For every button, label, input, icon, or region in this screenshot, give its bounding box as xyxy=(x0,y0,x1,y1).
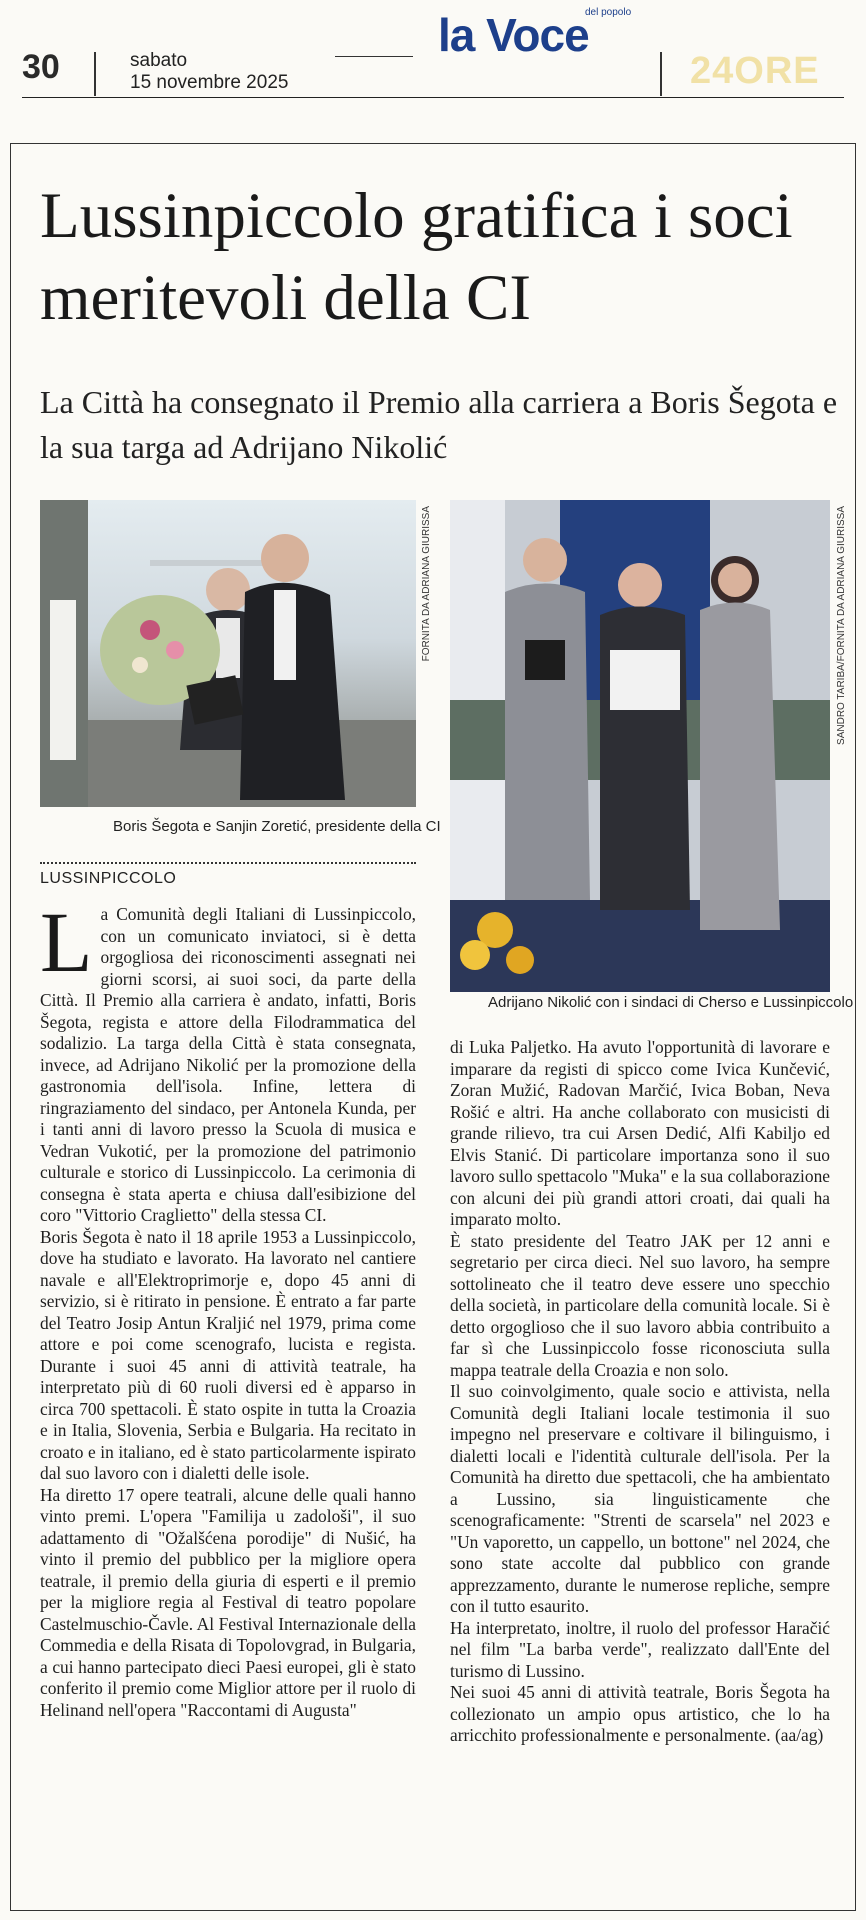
photo-credit-2: SANDRO TARIBA/FORNITA DA ADRIANA GIURISSA xyxy=(836,506,847,745)
photo-award-boris xyxy=(40,500,416,807)
article-kicker: LUSSINPICCOLO xyxy=(40,870,177,887)
body-paragraph: Ha diretto 17 opere teatrali, alcune delle quali hanno vinto premi. L'opera "Familija u zadološi", il suo adattamento di "Ožalšćena porodije" di Nušić, ha vinto il premio del pubblico per la migliore opera teatrale, il premio della giuria di esperti e il premio per la migliore regia al Festival di teatro popolare Castelmuschio-Čavle. Al Festival Internazionale della Commedia e della Risata di Topolovgrad, in Bulgaria, a cui hanno partecipato dieci Paesi europei, gli è stato conferito il premio come Miglior attore per il ruolo di Helinand nell'opera "Raccontami di Augusta" xyxy=(40,1484,416,1720)
page-header xyxy=(0,0,866,100)
photo-caption-2: Adrijano Nikolić con i sindaci di Cherso e Lussinpiccolo xyxy=(488,994,854,1011)
photo-caption-1: Boris Šegota e Sanjin Zoretić, presidente della CI xyxy=(113,818,441,835)
body-paragraph: Il suo coinvolgimento, quale socio e attivista, nella Comunità degli Italiani locale testimonia il suo impegno nel preservare e coltivare il bilinguismo, i dialetti locali e l'identità culturale dell'isola. Per la Comunità ha diretto due spettacoli, che ha ambientato a Lussino, sia linguisticamente che scenograficamente: "Strenti de scarsela" nel 2023 e "Un vaporetto, un cappello, un bottone" nel 2024, che sono state accolte dal pubblico con grande apprezzamento, durante le numerose repliche, sempre con il tutto esaurito. xyxy=(450,1381,830,1616)
body-paragraph: Boris Šegota è nato il 18 aprile 1953 a Lussinpiccolo, dove ha studiato e lavorato. Ha lavorato nel cantiere navale e all'Elektroprimorje e, dopo 45 anni di servizio, si è ritirato in pensione. È entrato a far parte del Teatro Josip Antun Kraljić nel 1979, prima come attore e poi come scenografo, lucista e regista. Durante i suoi 45 anni di attività teatrale, ha interpretato più di 60 ruoli diversi ed è apparso in circa 700 spettacoli. È stato ospite in tutta la Croazia e in Italia, Slovenia, Serbia e Bulgaria. Ha recitato in croato e in italiano, ed è stato particolarmente ispirato dal suo lavoro con i dialetti delle isole. xyxy=(40,1226,416,1483)
issue-date: 15 novembre 2025 xyxy=(130,72,289,93)
kicker-divider xyxy=(40,862,416,864)
subheadline: La Città ha consegnato il Premio alla carriera a Boris Šegota e la sua targa ad Adrijano Nikolić xyxy=(40,384,838,465)
photo-award-adrijano-illustration xyxy=(450,500,830,992)
header-divider-right xyxy=(660,52,662,96)
article-column-2 xyxy=(450,1037,830,1747)
header-rule-short xyxy=(335,56,413,57)
newspaper-logo-sub: del popolo xyxy=(585,7,632,18)
body-paragraph: Ha interpretato, inoltre, il ruolo del professor Haračić nel film "La barba verde", realizzato dall'Ente del turismo di Lussino. xyxy=(450,1617,830,1681)
body-paragraph: Nei suoi 45 anni di attività teatrale, Boris Šegota ha collezionato un ampio opus artistico, che lo ha arricchito professionalmente e personalmente. (aa/ag) xyxy=(450,1682,830,1745)
section-badge: 24ORE xyxy=(690,50,820,92)
photo-award-boris-illustration xyxy=(40,500,416,807)
article-column-1 xyxy=(40,894,416,1721)
photo-award-adrijano xyxy=(450,500,830,992)
headline: Lussinpiccolo gratifica i soci meritevoli della CI xyxy=(40,180,793,334)
issue-day: sabato xyxy=(130,50,188,71)
header-rule xyxy=(22,97,844,98)
drop-cap: L xyxy=(40,894,93,990)
body-paragraph xyxy=(40,894,416,1227)
photo-credit-1: FORNITA DA ADRIANA GIURISSA xyxy=(421,506,432,662)
body-paragraph: di Luka Paljetko. Ha avuto l'opportunità di lavorare e imparare da registi di spicco come Ivica Kunčević, Zoran Mužić, Radovan Marčić, Ivica Boban, Neva Rošić e altri. Ha anche collaborato con musicisti di grande rilievo, tra cui Arsen Dedić, Alfi Kabiljo ed Elvis Stanić. Di particolare importanza sono il suo lavoro sullo spettacolo "Muka" e la sua collaborazione con alcuni dei più grandi attori croati, dai quali ha imparato molto. xyxy=(450,1037,830,1229)
newspaper-logo: la Voce xyxy=(438,9,589,61)
header-divider xyxy=(94,52,96,96)
body-paragraph: È stato presidente del Teatro JAK per 12 anni e segretario per circa dieci. Nel suo lavoro, ha sempre sottolineato che il teatro deve essere uno specchio della società, in particolare della comunità locale. Si è detto orgoglioso che il suo lavoro abbia contribuito a far sì che Lussinpiccolo fosse riconosciuta sulla mappa teatrale della Croazia e non solo. xyxy=(450,1230,830,1380)
page-number: 30 xyxy=(22,48,60,86)
body-paragraph-text: a Comunità degli Italiani di Lussinpiccolo, con un comunicato inviatoci, si è detta orgogliosa dei riconoscimenti assegnati nei giorni scorsi, ai suoi soci, da parte della Città. Il Premio alla carriera è andato, infatti, Boris Šegota, regista e attore della Filodrammatica del sodalizio. La targa della Città è stata consegnata, invece, ad Adrijano Nikolić per la promozione della gastronomia dell'isola. Infine, lettera di ringraziamento del sindaco, per Antonela Kunda, per i tanti anni di lavoro presso la Scuola di musica e Vedran Vukotić, per la promozione del patrimonio culturale e storico di Lussinpiccolo. La cerimonia di consegna è stata aperta e chiusa dall'esibizione del coro "Vittorio Craglietto" della stessa CI. xyxy=(40,904,416,1225)
